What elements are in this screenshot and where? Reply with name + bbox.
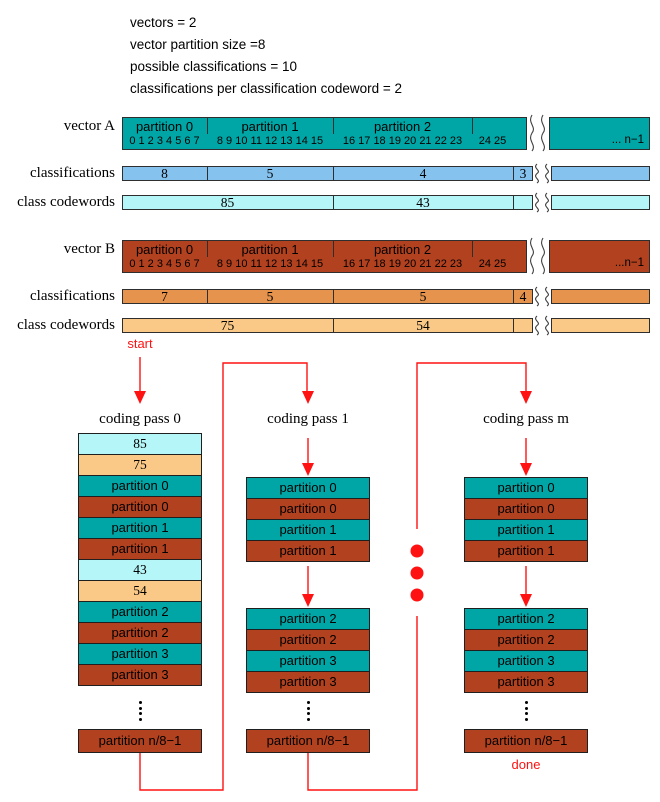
partition-divider (472, 118, 473, 134)
partition-divider (333, 241, 334, 257)
stack-row: partition 3 (464, 671, 588, 693)
stack-row: partition 0 (246, 477, 370, 499)
coding-pass-title: coding pass 1 (267, 411, 349, 427)
stack-row: partition 3 (78, 643, 202, 665)
classifications-label: classifications (30, 165, 115, 181)
column-ellipsis-dot (139, 712, 142, 715)
stack-row: partition 2 (246, 608, 370, 630)
break-squiggle-icon (531, 115, 534, 151)
partition-divider (207, 241, 208, 257)
stack-row: partition 2 (246, 629, 370, 651)
break-squiggle-icon (546, 287, 549, 306)
classification-value: 5 (266, 289, 274, 304)
column-ellipsis-dot (307, 712, 310, 715)
codewords-bar-tail (551, 195, 650, 210)
column-ellipsis-dot (139, 718, 142, 721)
classifications-bar-tail (551, 166, 650, 181)
stack-row: partition 0 (464, 477, 588, 499)
stack-row: 43 (78, 559, 202, 581)
stack-row: partition 0 (464, 498, 588, 520)
index-cell: 0 1 2 3 4 5 6 7 (129, 258, 200, 270)
partition-header-cell: partition 1 (241, 242, 299, 257)
column-ellipsis-dot (139, 707, 142, 710)
index-cell: 8 9 10 11 12 13 14 15 (216, 135, 324, 147)
config-text-block (130, 12, 402, 100)
column-ellipsis-dot (525, 707, 528, 710)
start-label: start (127, 336, 153, 351)
partition-header-cell: partition 0 (135, 242, 194, 257)
down-arrow-icon (302, 594, 314, 607)
partition-row-group (464, 608, 588, 693)
down-arrow-icon (520, 594, 532, 607)
stack-row: partition 1 (78, 538, 202, 560)
partition-header-cell: partition 2 (373, 119, 432, 134)
stack-row: partition 2 (464, 608, 588, 630)
stack-row: partition 3 (78, 664, 202, 686)
down-arrow-icon (302, 391, 314, 404)
vector-tail-label: ...n−1 (614, 257, 644, 269)
sequence-ellipsis-dot (411, 589, 424, 602)
coding-pass-title: coding pass 0 (99, 411, 181, 427)
stack-row: 85 (78, 433, 202, 455)
stack-row: partition 0 (78, 496, 202, 518)
column-ellipsis-dot (307, 707, 310, 710)
partition-divider (472, 241, 473, 257)
stack-row: 54 (78, 580, 202, 602)
vector-label: vector B (63, 241, 115, 257)
classification-value: 3 (519, 166, 527, 181)
index-cell: 24 25 (478, 258, 507, 270)
config-line: possible classifications = 10 (130, 59, 297, 74)
codewords-label: class codewords (17, 194, 115, 210)
codewords-label: class codewords (17, 317, 115, 333)
done-label: done (511, 757, 541, 772)
stack-row: partition 1 (246, 519, 370, 541)
config-line: vector partition size =8 (130, 37, 266, 52)
partition-header-cell: partition 2 (373, 242, 432, 257)
stack-row: partition 1 (246, 540, 370, 562)
vector-tail-label: ... n−1 (611, 134, 644, 146)
stack-row: partition 2 (464, 629, 588, 651)
stack-row: partition 2 (78, 622, 202, 644)
tail-partition-row: partition n/8−1 (246, 729, 370, 753)
coding-pass-title: coding pass m (483, 411, 569, 427)
break-squiggle-icon (531, 238, 534, 274)
stack-row: partition 1 (464, 519, 588, 541)
down-arrow-icon (520, 463, 532, 476)
break-squiggle-icon (546, 316, 549, 335)
break-squiggle-icon (536, 193, 539, 212)
partition-row-group (246, 608, 370, 693)
break-squiggle-icon (542, 238, 545, 274)
codeword-value: 75 (220, 318, 235, 333)
classification-value: 4 (419, 166, 427, 181)
down-arrow-icon (302, 463, 314, 476)
partition-divider (333, 118, 334, 134)
config-line: vectors = 2 (130, 15, 197, 30)
stack-row: 75 (78, 454, 202, 476)
tail-partition-row: partition n/8−1 (78, 729, 202, 753)
classification-value: 4 (519, 289, 527, 304)
column-ellipsis-dot (307, 701, 310, 704)
codeword-value: 54 (416, 318, 430, 333)
stack-row: partition 3 (464, 650, 588, 672)
classification-value: 7 (161, 289, 168, 304)
stack-row: partition 1 (78, 517, 202, 539)
codeword-value: 85 (220, 195, 235, 210)
break-squiggle-icon (536, 164, 539, 183)
index-cell: 16 17 18 19 20 21 22 23 (342, 258, 463, 270)
down-arrow-icon (134, 391, 146, 404)
classifications-label: classifications (30, 288, 115, 304)
stack-row: partition 3 (246, 650, 370, 672)
partition-row-group (464, 477, 588, 562)
partition-row-group (78, 433, 202, 686)
sequence-ellipsis-dot (411, 545, 424, 558)
column-ellipsis-dot (525, 712, 528, 715)
codewords-bar-tail (551, 318, 650, 333)
stack-row: partition 1 (464, 540, 588, 562)
classifications-bar-tail (551, 289, 650, 304)
index-cell: 8 9 10 11 12 13 14 15 (216, 258, 324, 270)
index-cell: 0 1 2 3 4 5 6 7 (129, 135, 200, 147)
break-squiggle-icon (536, 316, 539, 335)
column-ellipsis-dot (525, 718, 528, 721)
classification-value: 8 (161, 166, 168, 181)
config-line: classifications per classification codeword = 2 (130, 81, 403, 96)
break-squiggle-icon (542, 115, 545, 151)
vector-label: vector A (63, 118, 115, 134)
tail-partition-row: partition n/8−1 (464, 729, 588, 753)
partition-divider (207, 118, 208, 134)
break-squiggle-icon (546, 193, 549, 212)
break-squiggle-icon (546, 164, 549, 183)
partition-header-cell: partition 0 (135, 119, 194, 134)
stack-row: partition 3 (246, 671, 370, 693)
column-ellipsis-dot (525, 701, 528, 704)
index-cell: 24 25 (478, 135, 507, 147)
codeword-divider (513, 195, 514, 210)
partition-row-group (246, 477, 370, 562)
codeword-divider (513, 318, 514, 333)
index-cell: 16 17 18 19 20 21 22 23 (342, 135, 463, 147)
partition-header-cell: partition 1 (241, 119, 299, 134)
classification-value: 5 (419, 289, 427, 304)
column-ellipsis-dot (307, 718, 310, 721)
classification-value: 5 (266, 166, 274, 181)
column-ellipsis-dot (139, 701, 142, 704)
sequence-ellipsis-dot (411, 567, 424, 580)
codeword-value: 43 (416, 195, 430, 210)
down-arrow-icon (520, 391, 532, 404)
stack-row: partition 2 (78, 601, 202, 623)
stack-row: partition 0 (246, 498, 370, 520)
break-squiggle-icon (536, 287, 539, 306)
stack-row: partition 0 (78, 475, 202, 497)
